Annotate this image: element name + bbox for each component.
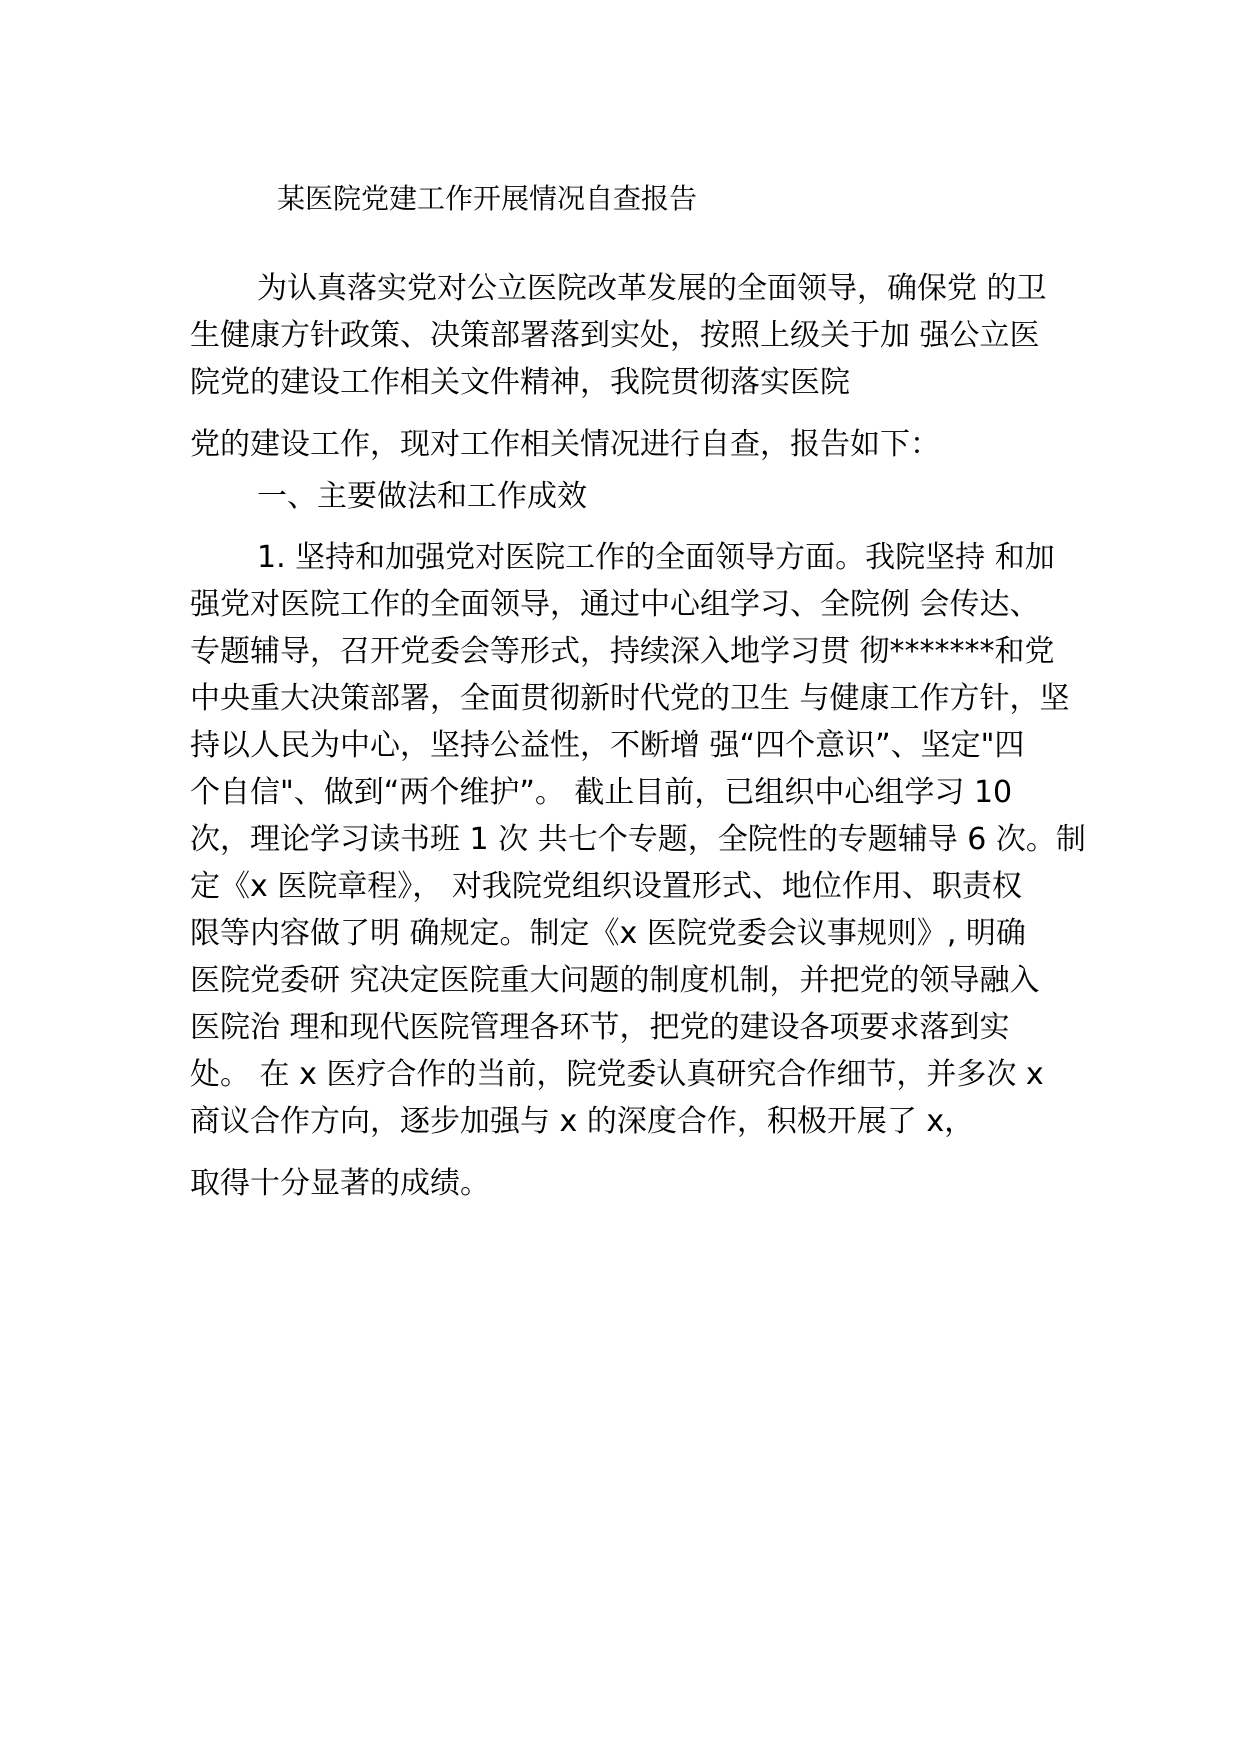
paragraph-line: 次，理论学习读书班 1 次 共七个专题，全院性的专题辅导 6 次。制 (190, 822, 1086, 857)
section-heading: 一、主要做法和工作成效 (257, 479, 587, 514)
paragraph-line: 定《x 医院章程》， 对我院党组织设置形式、地位作用、职责权 (190, 869, 1022, 904)
paragraph-line: 医院治 理和现代医院管理各环节，把党的建设各项要求落到实 (190, 1010, 1010, 1045)
paragraph-line: 医院党委研 究决定医院重大问题的制度机制，并把党的领导融入 (190, 963, 1040, 998)
document-title: 某医院党建工作开展情况自查报告 (277, 182, 698, 215)
paragraph-line: 取得十分显著的成绩。 (190, 1166, 490, 1201)
paragraph-line: 商议合作方向，逐步加强与 x 的深度合作，积极开展了 x， (190, 1104, 975, 1139)
paragraph-line: 党的建设工作，现对工作相关情况进行自查，报告如下： (190, 427, 940, 462)
paragraph-line: 1. 坚持和加强党对医院工作的全面领导方面。我院坚持 和加 (257, 540, 1055, 575)
paragraph-line: 专题辅导，召开党委会等形式，持续深入地学习贯 彻*******和党 (190, 634, 1055, 669)
paragraph-line: 强党对医院工作的全面领导，通过中心组学习、全院例 会传达、 (190, 587, 1040, 622)
paragraph-line: 个自信"、做到“两个维护”。 截止目前，已组织中心组学习 10 (190, 775, 1013, 810)
paragraph-line: 中央重大决策部署，全面贯彻新时代党的卫生 与健康工作方针，坚 (190, 681, 1070, 716)
paragraph-line: 限等内容做了明 确规定。制定《x 医院党委会议事规则》, 明确 (190, 916, 1026, 951)
paragraph-line: 处。 在 x 医疗合作的当前，院党委认真研究合作细节，并多次 x (190, 1057, 1044, 1092)
paragraph-line: 为认真落实党对公立医院改革发展的全面领导，确保党 的卫 (257, 271, 1047, 306)
paragraph-line: 院党的建设工作相关文件精神，我院贯彻落实医院 (190, 365, 850, 400)
paragraph-line: 持以人民为中心，坚持公益性，不断增 强“四个意识”、坚定"四 (190, 728, 1025, 763)
paragraph-line: 生健康方针政策、决策部署落到实处，按照上级关于加 强公立医 (190, 318, 1040, 353)
